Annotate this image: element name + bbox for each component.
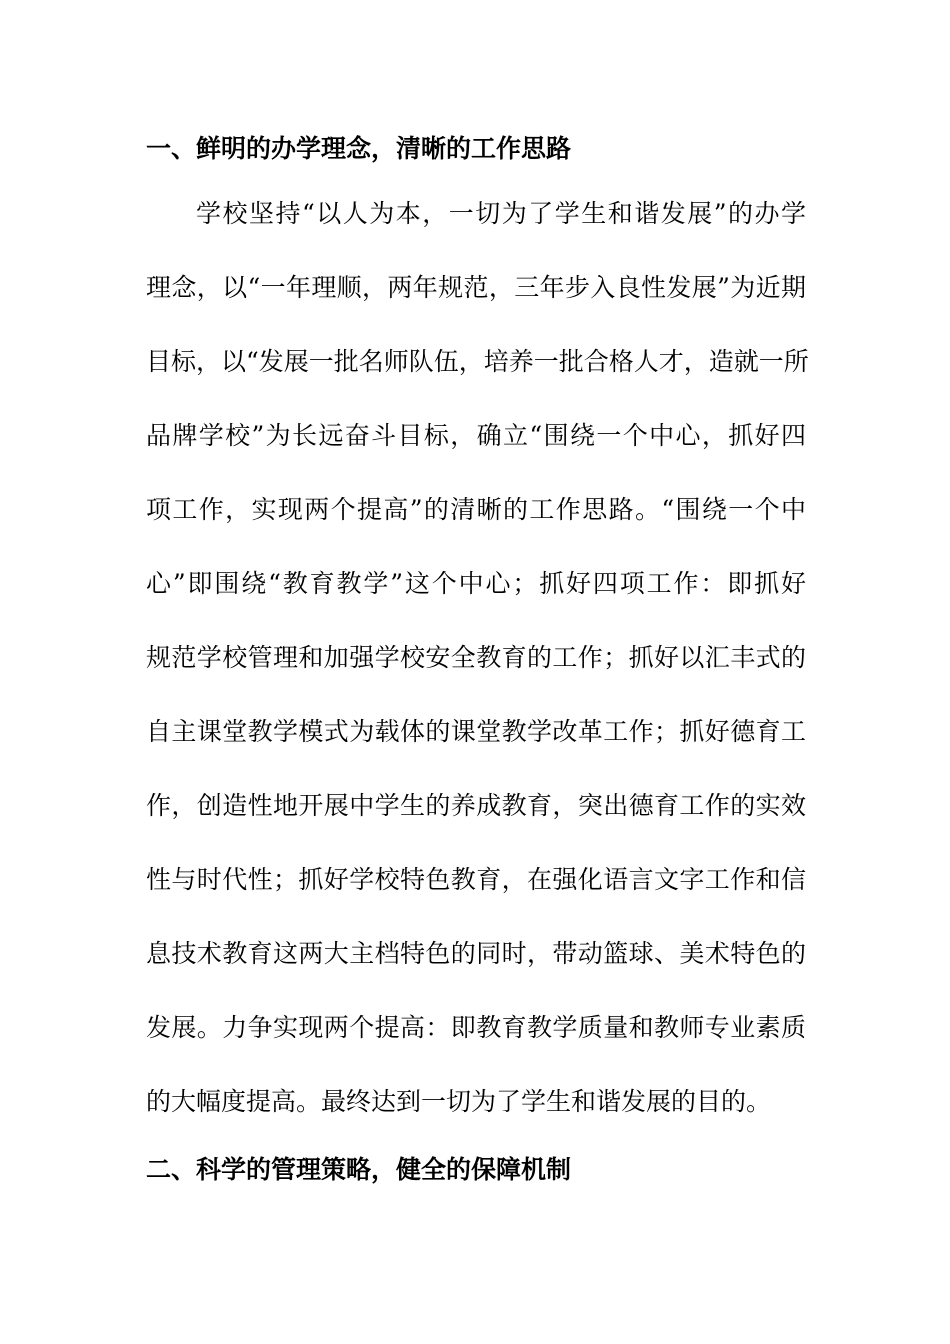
paragraph-line: 发展。力争实现两个提高：即教育教学质量和教师专业素质 xyxy=(146,1013,806,1042)
paragraph-line: 学校坚持“以人为本，一切为了学生和谐发展”的办学 xyxy=(196,199,806,228)
paragraph-line: 作，创造性地开展中学生的养成教育，突出德育工作的实效 xyxy=(146,791,806,820)
section-heading-2: 二、科学的管理策略，健全的保障机制 xyxy=(146,1155,572,1184)
paragraph-line: 的大幅度提高。最终达到一切为了学生和谐发展的目的。 xyxy=(146,1087,772,1116)
paragraph-line: 息技术教育这两大主档特色的同时，带动篮球、美术特色的 xyxy=(146,939,806,968)
paragraph-line: 项工作，实现两个提高”的清晰的工作思路。“围绕一个中 xyxy=(146,495,806,524)
paragraph-line: 规范学校管理和加强学校安全教育的工作；抓好以汇丰式的 xyxy=(146,643,806,672)
paragraph-line: 自主课堂教学模式为载体的课堂教学改革工作；抓好德育工 xyxy=(146,717,806,746)
section-heading-1: 一、鲜明的办学理念，清晰的工作思路 xyxy=(146,134,572,163)
paragraph-line: 心”即围绕“教育教学”这个中心；抓好四项工作：即抓好 xyxy=(146,569,806,598)
paragraph-line: 目标，以“发展一批名师队伍，培养一批合格人才，造就一所 xyxy=(146,347,809,376)
paragraph-line: 理念，以“一年理顺，两年规范，三年步入良性发展”为近期 xyxy=(146,273,806,302)
paragraph-line: 品牌学校”为长远奋斗目标，确立“围绕一个中心，抓好四 xyxy=(146,421,806,450)
paragraph-line: 性与时代性；抓好学校特色教育，在强化语言文字工作和信 xyxy=(146,865,806,894)
